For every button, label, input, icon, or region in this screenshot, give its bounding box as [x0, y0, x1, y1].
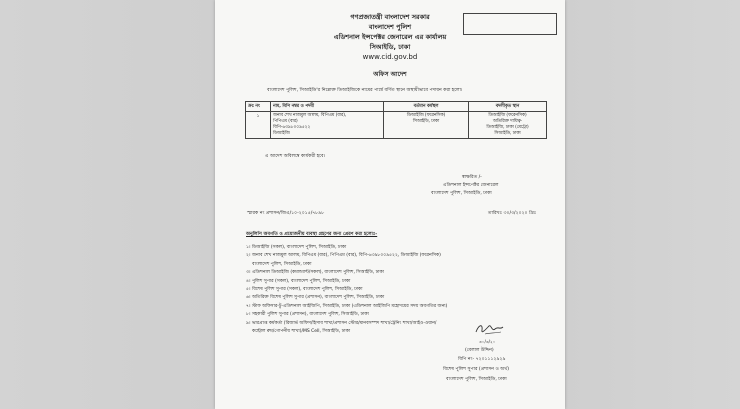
transfer-table [245, 101, 547, 139]
distribution-heading: অনুলিপি অবগতি ও প্রয়োজনীয় ব্যবস্থা গ্রহণের জন্য প্রেরণ করা হলোঃ- [246, 232, 378, 237]
document-page [215, 0, 565, 409]
cell-name: জনাব শেখ নাজমুল আলম, বিপিএম (বার), পিপিএম (বার) বিপি-৬৩৯৮০০৯৫২২ ডিআইজি [271, 112, 384, 139]
background-right [565, 0, 740, 409]
background-left [0, 0, 215, 409]
govt-header: গণপ্রজাতন্ত্রী বাংলাদেশ সরকার [350, 13, 430, 21]
cell-sl: ১ [246, 112, 271, 139]
police-header: বাংলাদেশ পুলিশ [368, 23, 412, 31]
memo-date: তারিখঃ ৩০/৩/২০২০ খ্রিঃ [488, 211, 537, 216]
list-item: ৩। এডিশনাল ডিআইজি (কমান্ড্যান্ট/সকল), বাংলাদেশ পুলিশ, সিআইডি, ঢাকা [246, 270, 384, 276]
list-item: ২। জনাব শেখ নাজমুল আলম, বিপিএম (বার), পিপিএম (বার), বিপি-৬৩৯৮০০৯৫২২, ডিআইজি (ফরেনসিক) [246, 253, 441, 259]
list-item: ৯। ভারপ্রাপ্ত কর্মকর্তা (রিজার্ভ অফিস/হিসাব শাখা/প্রশাসন স্টোর/মানবসম্পদ শাখা/ট্রেনিং শাখা/আইও-ওয়ান/ [246, 320, 437, 326]
distribution-list [246, 244, 447, 336]
list-item: ৬। অতিরিক্ত বিশেষ পুলিশ সুপার (প্রশাসন), বাংলাদেশ পুলিশ, সিআইডি, ঢাকা [246, 295, 385, 301]
office-header: এডিশনাল ইন্সপেক্টর জেনারেল এর কার্যালয় [333, 33, 447, 41]
col-name: নাম, বিপি নম্বর ও পদবী [271, 102, 384, 112]
col-sl: ক্রঃ নং [246, 102, 271, 112]
signatory-name: (বেলাল উদ্দিন) [465, 348, 494, 353]
signatory-bp: বিপি নং- ৭২০১১১২৯২৯ [458, 357, 506, 362]
list-item: কন্ট্রোল রুম/গোপনীয় শাখা)/MS Cell, সিআইডি, ঢাকা [252, 329, 351, 335]
list-item: ৮। সহকারী পুলিশ সুপার (প্রশাসন), বাংলাদেশ পুলিশ, সিআইডি, ঢাকা [246, 312, 369, 318]
list-item: ৫। বিশেষ পুলিশ সুপার (সকল), বাংলাদেশ পুলিশ, সিআইডি, ঢাকা [246, 287, 363, 293]
signer-office: বাংলাদেশ পুলিশ, সিআইডি, ঢাকা [431, 191, 492, 196]
col-current: বর্তমান কর্মস্থল [384, 102, 469, 112]
cell-current: ডিআইজি (ফরেনসিক) সিআইডি, ঢাকা [384, 112, 469, 139]
list-item: ৭। স্টাফ অফিসার-টু-এডিশনাল আইজিপি, সিআইডি, ঢাকা (এডিশনাল আইজিপি মহোদয়ের সদয় অবগতির জন্য) [246, 303, 448, 309]
signer-designation: এডিশনাল ইন্সপেক্টর জেনারেল [443, 183, 499, 188]
col-transfer: বদলীকৃত স্থান [469, 102, 547, 112]
signature-date: ৩০/৩/২০ [479, 339, 496, 344]
table-row [246, 112, 547, 139]
document-stamp [463, 13, 557, 35]
list-item: বাংলাদেশ পুলিশ, সিআইডি, ঢাকা [252, 261, 312, 267]
website: www.cid.gov.bd [362, 53, 418, 61]
signatory-office: বাংলাদেশ পুলিশ, সিআইডি, ঢাকা [446, 377, 507, 382]
list-item: ৪। পুলিশ সুপার (সকল), বাংলাদেশ পুলিশ, সিআইডি, ঢাকা [246, 278, 351, 284]
cell-transfer: ডিআইজি (ফরেনসিক) অতিরিক্ত দায়িত্ব- ডিআইজি, ঢাকা (মেট্রো) সিআইডি, ঢাকা [469, 112, 547, 139]
location-header: সিআইডি, ঢাকা [369, 43, 411, 51]
signed-mark: স্বাক্ষরিত /- [462, 175, 482, 180]
effective-note: এ আদেশ অবিলম্বে কার্যকরী হবে। [265, 154, 326, 159]
memo-ref: স্মারক নং প্রশাসন/জিএ/১০-২০১৫/৭৮৯৮ [247, 211, 325, 216]
list-item: ১। ডিআইজি (সকল), বাংলাদেশ পুলিশ, সিআইডি, ঢাকা [246, 245, 347, 250]
table-header-row [246, 102, 547, 112]
order-intro: বাংলাদেশ পুলিশ, সিআইডি'র নিম্নোক্ত ডিআইজিকে নামের পার্শ্বে বর্ণিত স্থানে অস্থায়ীভাবে পদায়ন করা হলো। [267, 88, 463, 93]
signatory-designation: বিশেষ পুলিশ সুপার (প্রশাসন ও অর্থ) [443, 367, 510, 372]
handwritten-signature [473, 320, 509, 338]
order-title: অফিস আদেশ [373, 71, 407, 78]
